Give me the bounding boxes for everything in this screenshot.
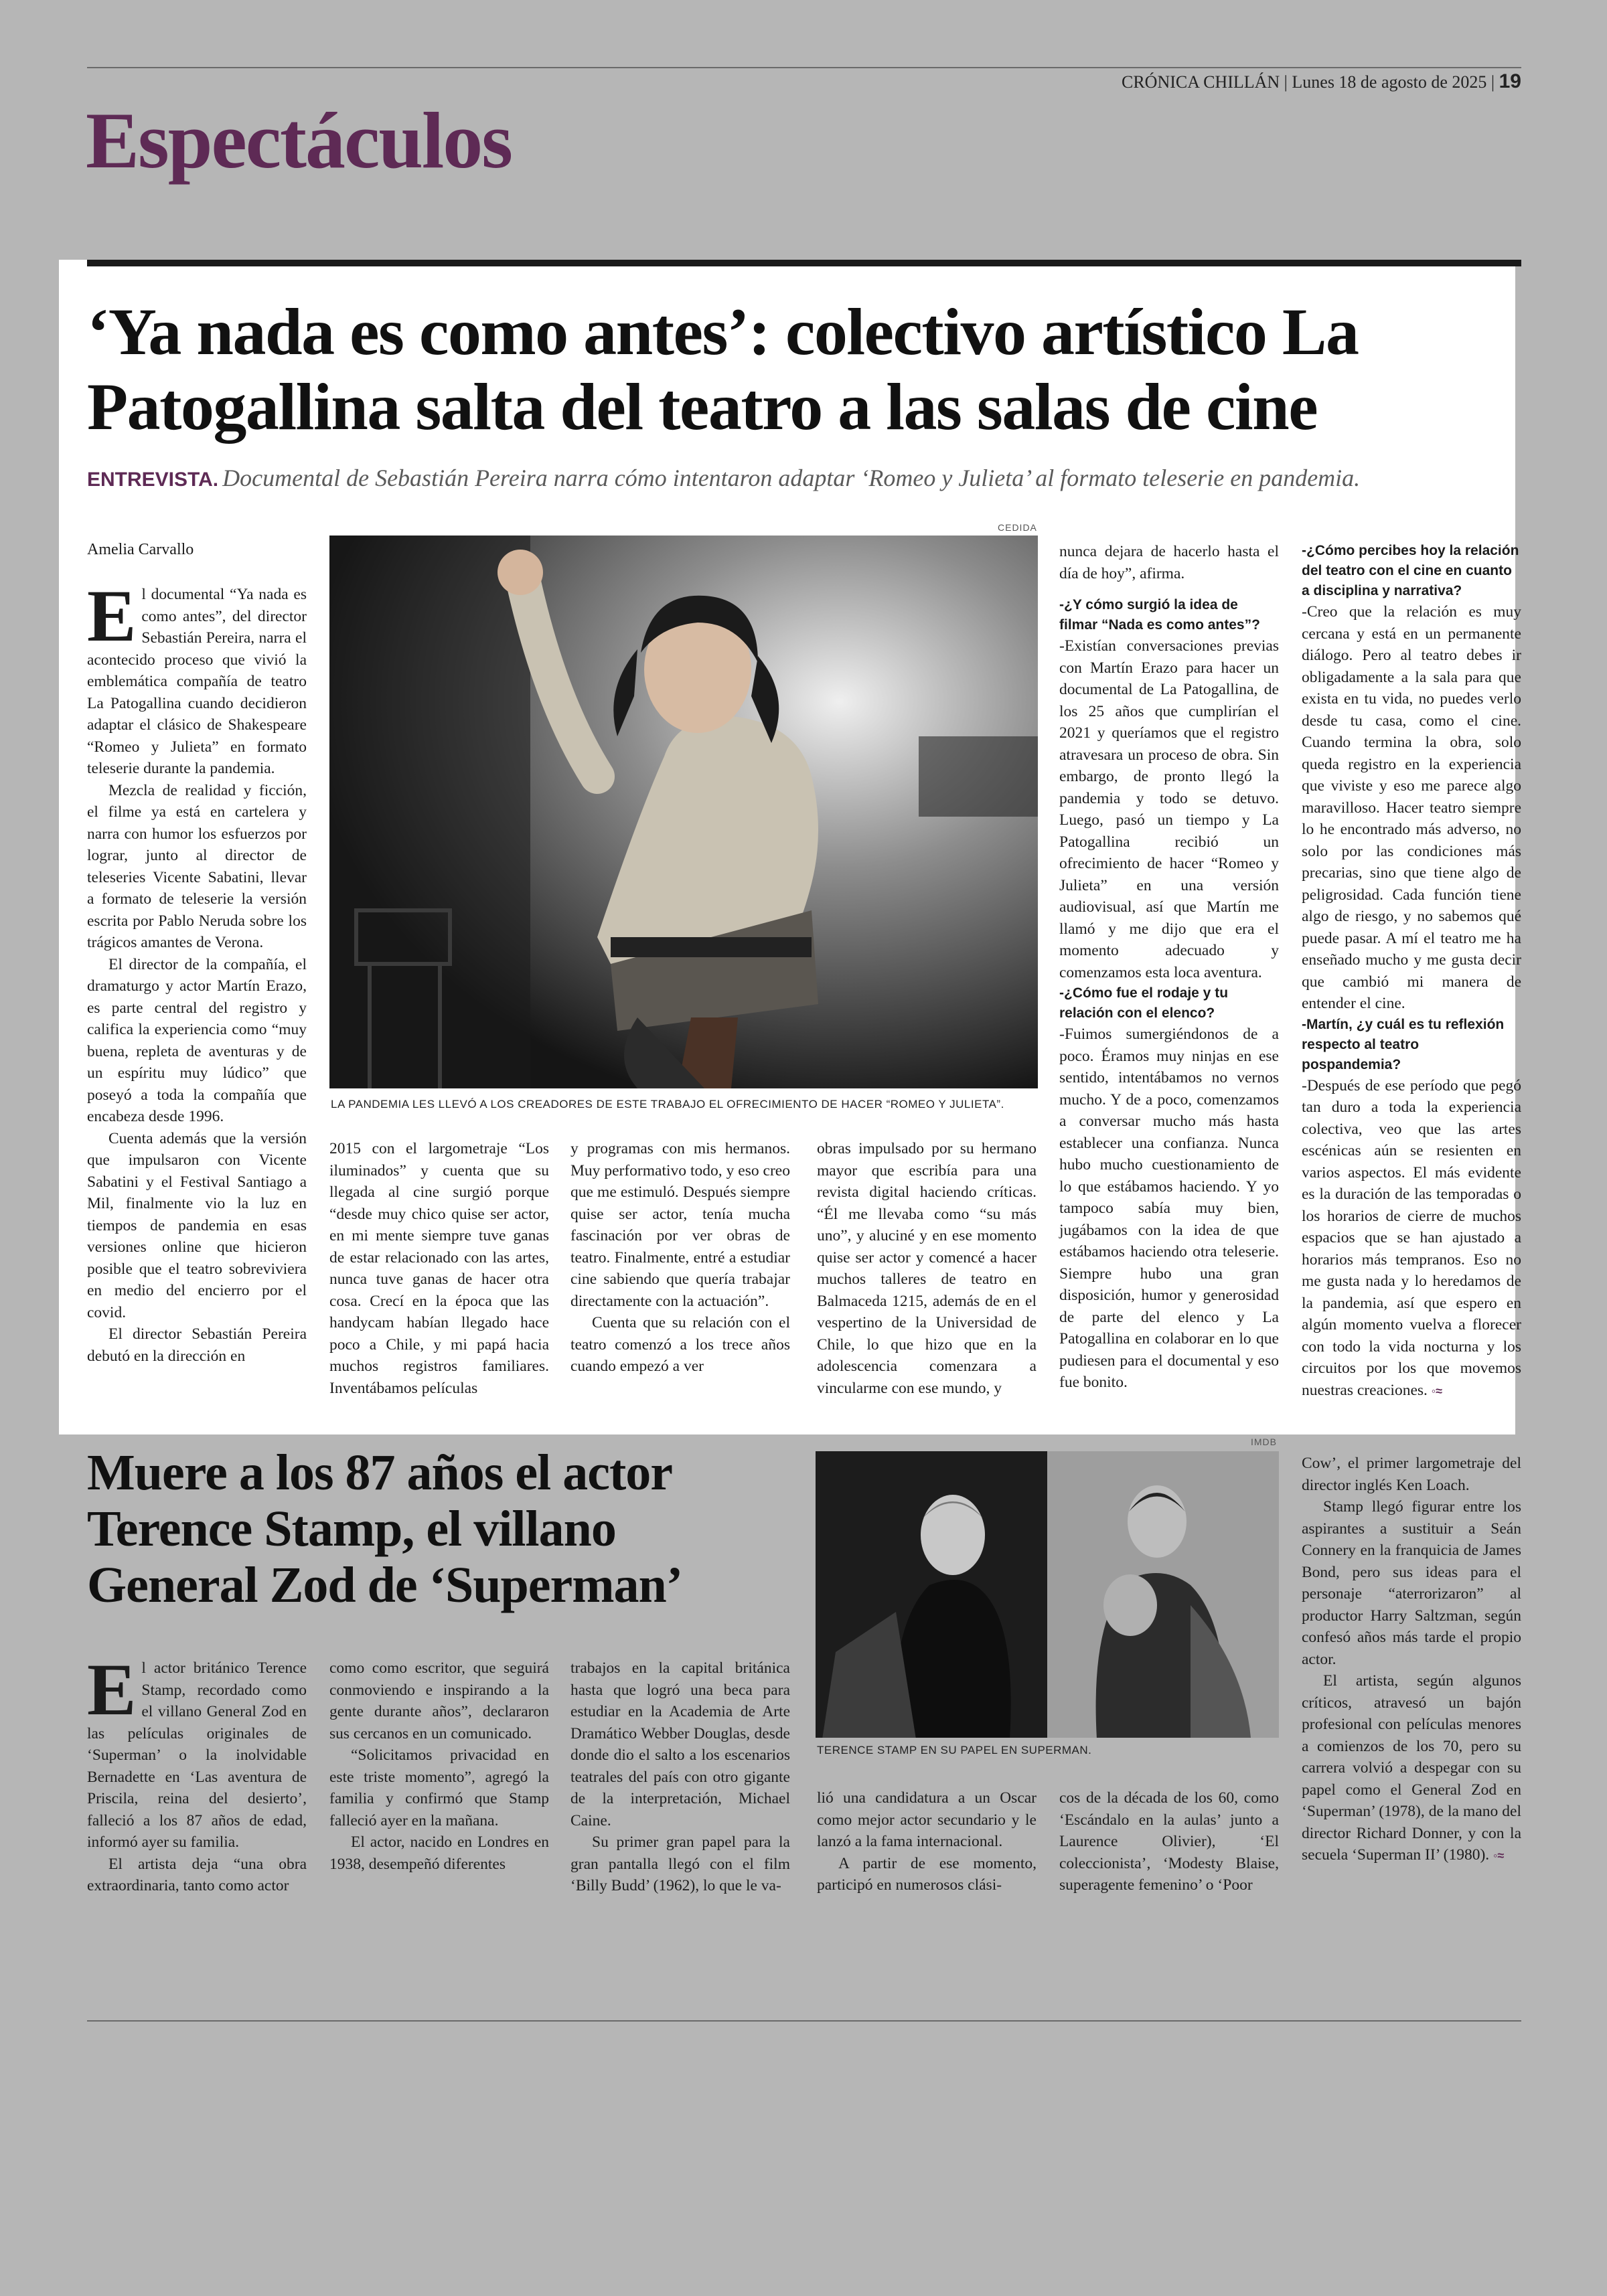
article1-column-3	[570, 1138, 790, 1378]
masthead-paper: CRÓNICA CHILLÁN	[1122, 72, 1280, 92]
article1-column-1	[87, 575, 307, 1367]
end-mark-icon: ◦≈	[1431, 1384, 1443, 1398]
paragraph: Cuenta que su relación con el teatro comenzó a los trece años cuando empezó a ver	[570, 1314, 790, 1375]
paragraph: Stamp llegó figurar entre los aspirantes a sustituir a Seán Connery en la franquicia de James Bond, pero sus ideas para el personaje “aterrorizaron” al productor Harry Saltzman, según confesó años más tarde el propio actor.	[1302, 1498, 1521, 1668]
interview-answer: -Fuimos sumergiéndonos de a poco. Éramos muy ninjas en ese sentido, intentábamos no vernos mucho. Y de a poco, comenzamos a conversar mucho más hasta establecer una confianza. Nunca hubo mucho cuestionamiento de lo que estábamos haciendo. Y yo tampoco sabía muy bien, jugábamos con la idea de que estábamos haciendo otra teleserie. Siempre hubo una gran disposición, humor y generosidad de parte del elenco y La Patogallina en colaborar en lo que pudiesen para el documental y eso fue bonito.	[1059, 1026, 1279, 1391]
article-photo	[329, 536, 1038, 1088]
paragraph: cos de la década de los 60, como ‘Escándalo en la aulas’ junto a Laurence Olivier), ‘El coleccionista’, ‘Modesty Blaise, superagente femenino’ o ‘Poor	[1059, 1789, 1279, 1894]
article2-headline: Muere a los 87 años el actor Terence Stamp, el villano General Zod de ‘Superman’	[87, 1445, 683, 1613]
paragraph: El artista deja “una obra extraordinaria, tanto como actor	[87, 1855, 307, 1894]
interview-answer: -Creo que la relación es muy cercana y está en un permanente diálogo. Pero al teatro debes ir obligadamente a la sala para que exista en tu vida, no puedes verlo desde tu casa, como el cine. Cuando termina la obra, solo queda registro en la experiencia que viviste y eso me parece algo maravilloso. Hacer teatro siempre lo he encontrado más adverso, no solo por las condiciones más precarias, sino que tiene algo de peligrosidad. Cada función tiene algo de riesgo, y no sabemos qué puede pasar. A mí el teatro me ha enseñado mucho y me gusta decir que cambió mi manera de entender el cine.	[1302, 603, 1521, 1012]
paragraph: “Solicitamos privacidad en este triste momento”, agregó la familia y confirmó que Stamp falleció ayer en la mañana.	[329, 1746, 549, 1829]
page-number: 19	[1499, 70, 1521, 92]
article2-column-1	[87, 1649, 307, 1897]
paragraph: El artista, según algunos críticos, atravesó un bajón profesional con películas menores a comienzos de los 70, pero su carrera volvió a despegar con su papel como el General Zod en ‘Superman’ (1978), de la mano del director Richard Donner, y con la secuela ‘Superman II’ (1980).	[1302, 1672, 1521, 1864]
section-title: Espectáculos	[86, 96, 512, 185]
paragraph: l actor británico Terence Stamp, recordado como el villano General Zod en las películas originales de ‘Superman’ o la inolvidable Bernadette en ‘Las aventura de Priscila, reina del desierto’, falleció a los 87 años de edad, informó ayer su familia.	[87, 1659, 307, 1851]
photo2-caption: TERENCE STAMP EN SU PAPEL EN SUPERMAN.	[817, 1744, 1092, 1756]
paragraph: obras impulsado por su hermano mayor que escribía para una revista digital haciendo críticas. “Él me llevaba como “su más uno”, y aluciné y en ese momento quise ser actor y comencé a hacer muchos talleres de teatro en Balmaceda 1215, además de en el vespertino de la Universidad de Chile, lo que hizo que en la adolescencia comenzara a vincularme con ese mundo, y	[817, 1140, 1037, 1397]
paragraph: l documental “Ya nada es como antes”, del director Sebastián Pereira, narra el acontecido proceso que vivió la emblemática compañía de teatro La Patogallina cuando decidieron adaptar el clásico de Shakespeare “Romeo y Julieta” en formato teleserie durante la pandemia.	[87, 586, 307, 777]
deck-text: Documental de Sebastián Pereira narra cómo intentaron adaptar ‘Romeo y Julieta’ al formato teleserie en pandemia.	[222, 465, 1361, 491]
byline: Amelia Carvallo	[87, 541, 194, 558]
article2-column-5	[1059, 1787, 1279, 1896]
article2-column-6	[1302, 1453, 1521, 1867]
masthead: CRÓNICA CHILLÁN | Lunes 18 de agosto de 2025 | 19	[1122, 70, 1521, 92]
paragraph: El actor, nacido en Londres en 1938, desempeñó diferentes	[329, 1833, 549, 1873]
masthead-date: Lunes 18 de agosto de 2025	[1292, 72, 1487, 92]
article-top-rule	[87, 260, 1521, 266]
article1-column-5	[1059, 541, 1279, 1394]
paragraph: y programas con mis hermanos. Muy performativo todo, y eso creo que me estimuló. Después siempre quise ser actor, tenía mucha fascinación por ver obras de teatro. Finalmente, entré a estudiar cine sabiendo que quería trabajar directamente con la actuación”.	[570, 1140, 790, 1310]
interview-question: -¿Y cómo surgió la idea de filmar “Nada es como antes”?	[1059, 597, 1260, 633]
article1-column-6	[1302, 541, 1521, 1402]
paragraph: Su primer gran papel para la gran pantalla llegó con el film ‘Billy Budd’ (1962), lo que le va-	[570, 1833, 790, 1894]
paragraph: Cow’, el primer largometraje del director inglés Ken Loach.	[1302, 1455, 1521, 1494]
end-mark-icon: ◦≈	[1493, 1849, 1505, 1862]
interview-answer	[1302, 1075, 1521, 1402]
article1-column-4	[817, 1138, 1037, 1399]
paragraph: 2015 con el largometraje “Los iluminados” y cuenta que su llegada al cine surgió porque “desde muy chico quise ser actor, en mi mente siempre tuve ganas de estar relacionado con las artes, nunca tuve ganas de hacer otra cosa. Crecí en la época que las handycam habían llegado hace poco a Chile, y mi papá hacia muchos registros familiares. Inventábamos películas	[329, 1140, 549, 1397]
bottom-rule	[87, 2020, 1521, 2022]
article-deck	[87, 464, 1527, 492]
photo-caption: LA PANDEMIA LES LLEVÓ A LOS CREADORES DE ESTE TRABAJO EL OFRECIMIENTO DE HACER “ROMEO Y JULIETA”.	[331, 1098, 1004, 1111]
paragraph: nunca dejara de hacerlo hasta el día de hoy”, afirma.	[1059, 543, 1279, 582]
article2-column-2	[329, 1657, 549, 1875]
paragraph: Cuenta además que la versión que impulsaron con Vicente Sabatini y el Festival Santiago a Mil, finalmente vio la luz en tiempos de pandemia en esas versiones online que hicieron posible que el teatro sobreviviera en medio del encierro por el covid.	[87, 1129, 307, 1321]
paragraph: lió una candidatura a un Oscar como mejor actor secundario y le lanzó a la fama internacional.	[817, 1789, 1037, 1850]
article2-column-4	[817, 1787, 1037, 1896]
interview-question: -¿Cómo percibes hoy la relación del teatro con el cine en cuanto a disciplina y narrativa?	[1302, 543, 1519, 598]
paragraph: Mezcla de realidad y ficción, el filme ya está en cartelera y narra con humor los esfuerzos por lograr, junto al director de teleseries Vicente Sabatini, llevar a formato de teleserie la versión escrita por Pablo Neruda sobre los trágicos amantes de Verona.	[87, 781, 307, 951]
superman-scene-illustration	[816, 1451, 1279, 1738]
dropcap: E	[87, 1649, 137, 1730]
top-rule	[87, 67, 1521, 68]
paragraph: El director Sebastián Pereira debutó en la dirección en	[87, 1325, 307, 1365]
article-headline: ‘Ya nada es como antes’: colectivo artístico La Patogallina salta del teatro a las salas de cine	[87, 295, 1359, 444]
photo-credit: IMDB	[1251, 1437, 1277, 1447]
article2-photo	[816, 1451, 1279, 1738]
interview-question: -Martín, ¿y cuál es tu reflexión respecto al teatro pospandemia?	[1302, 1016, 1505, 1072]
photo-credit: CEDIDA	[998, 522, 1037, 533]
paragraph: trabajos en la capital británica hasta que logró una beca para estudiar en la Academia de Arte Dramático Webber Douglas, desde donde dio el salto a los escenarios teatrales del país con otro gigante de la interpretación, Michael Caine.	[570, 1659, 790, 1829]
paragraph: El director de la compañía, el dramaturgo y actor Martín Erazo, es parte central del registro y califica la experiencia como “muy buena, repleta de aventuras y de un espíritu muy lúdico” que poseyó a toda la compañía que encabeza desde 1996.	[87, 955, 307, 1125]
dropcap: E	[87, 575, 137, 657]
article2-column-3	[570, 1657, 790, 1897]
interview-answer-text: -Después de ese período que pegó tan duro a toda la experiencia colectiva, veo que las artes escénicas aún se resienten en varios aspectos. El más evidente es la duración de las temporadas o los horarios de cierre de muchos espacios que se han ajustado a horarios más tempranos. Eso no me gusta nada y lo heredamos de la pandemia, así que espero en algún momento vuelva a florecer con todo la vida nocturna y los circuitos por los que movemos nuestras creaciones.	[1302, 1076, 1521, 1399]
paragraph: A partir de ese momento, participó en numerosos clási-	[817, 1854, 1037, 1894]
interview-question: -¿Cómo fue el rodaje y tu relación con el elenco?	[1059, 985, 1229, 1021]
interview-answer: -Existían conversaciones previas con Martín Erazo para hacer un documental de La Patogallina, de los 25 años que cumplirían el 2021 y queríamos que el registro atravesara un proceso de obra. Sin embargo, de pronto llegó la pandemia y todo se detuvo. Luego, pasó un tiempo y La Patogallina recibió un ofrecimiento de hacer “Romeo y Julieta” en una versión audiovisual, así que Martín me llamó y me dijo que era el momento adecuado y comenzamos esta loca aventura.	[1059, 637, 1279, 981]
kicker: ENTREVISTA.	[87, 469, 219, 491]
theater-performer-illustration	[329, 536, 1038, 1088]
article1-column-2	[329, 1138, 549, 1399]
paragraph: como como escritor, que seguirá conmoviendo e inspirando a la gente durante años”, declararon sus cercanos en un comunicado.	[329, 1659, 549, 1742]
